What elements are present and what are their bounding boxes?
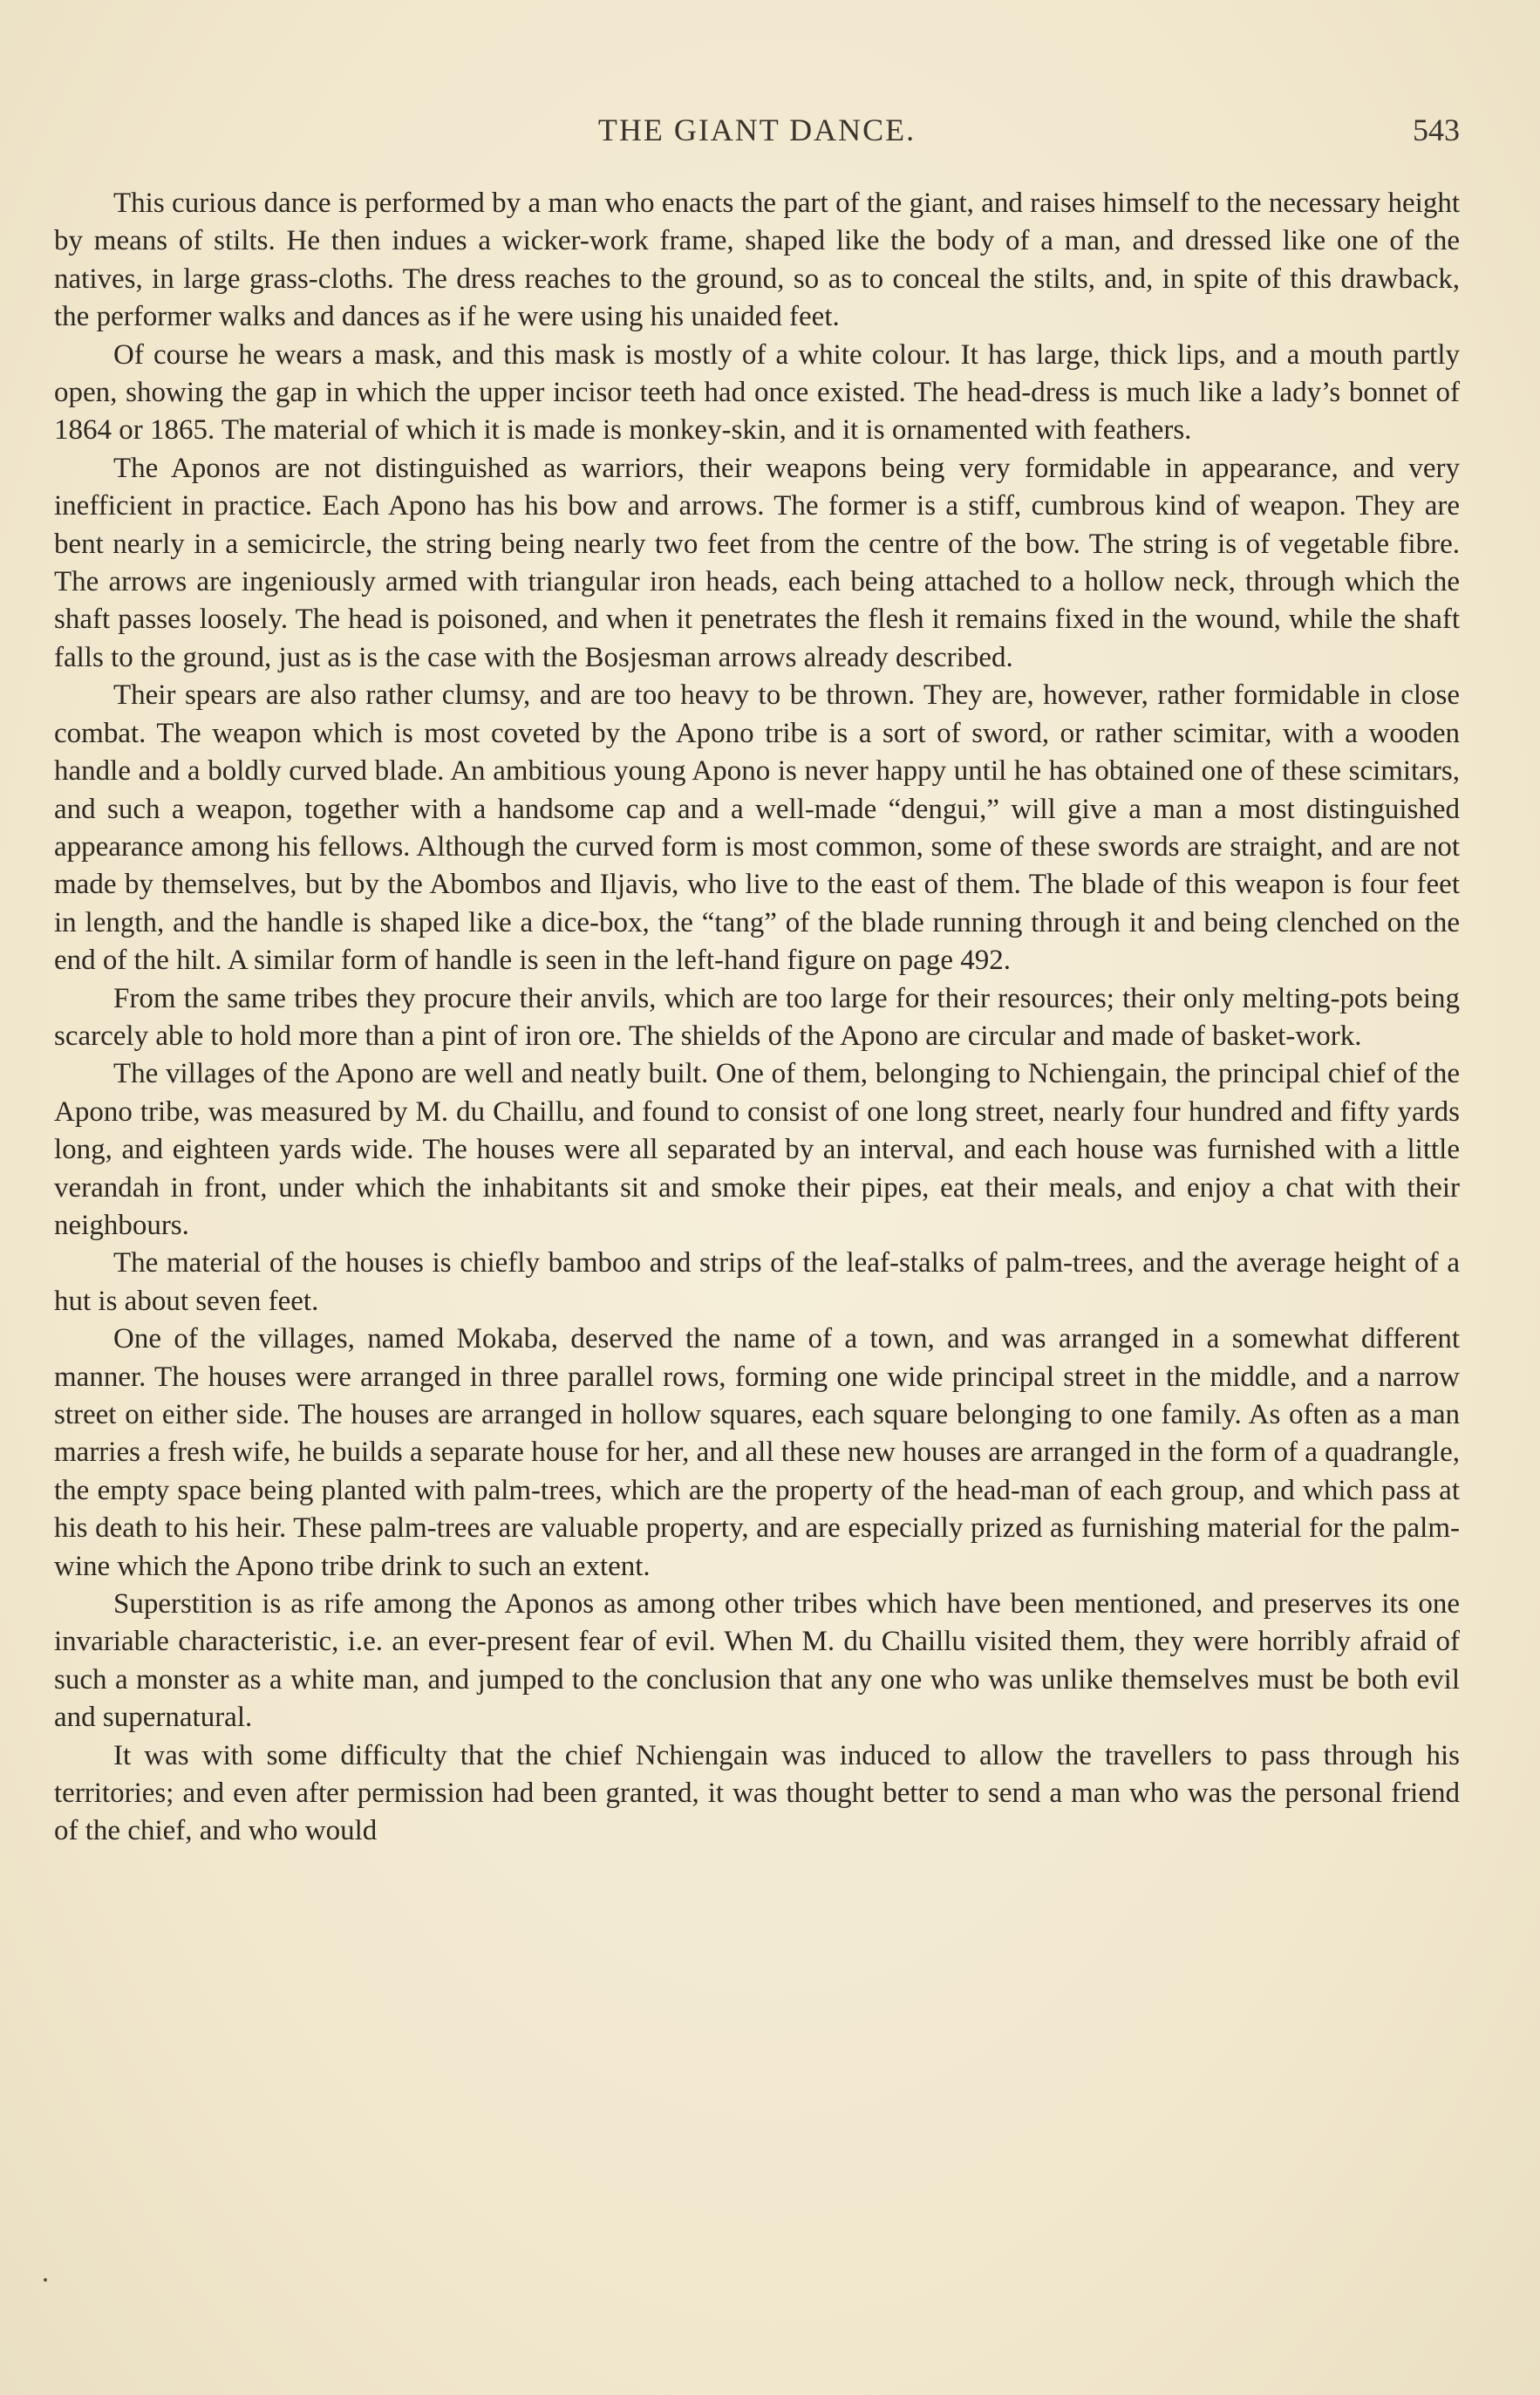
paragraph: The Aponos are not distinguished as warriors, their weapons being very formidable in appearance, and very inefficient in practice. Each Apono has his bow and arrows. The former is a stiff, cumbrous kind of weapon. They are bent nearly in a semicircle, the string being nearly two feet from the centre of the bow. The string is of vegetable fibre. The arrows are ingeniously armed with triangular iron heads, each being attached to a hollow neck, through which the shaft passes loosely. The head is poisoned, and when it penetrates the flesh it remains fixed in the wound, while the shaft falls to the ground, just as is the case with the Bosjesman arrows already described. [54,452,1460,673]
paragraph: This curious dance is performed by a man who enacts the part of the giant, and raises himself to the necessary height by means of stilts. He then indues a wicker-work frame, shaped like the body of a man, and dressed like one of the natives, in large grass-cloths. The dress reaches to the ground, so as to conceal the stilts, and, in spite of this drawback, the performer walks and dances as if he were using his unaided feet. [54,188,1460,333]
running-head: THE GIANT DANCE. [597,113,917,147]
paragraph: From the same tribes they procure their anvils, which are too large for their resources; their only melting-pots being scarcely able to hold more than a pint of iron ore. The shields of the Apono are circular and made of basket-work. [54,982,1460,1052]
paragraph: Superstition is as rife among the Aponos as among other tribes which have been mentioned, and preserves its one invariable characteristic, i.e. an ever-present fear of evil. When M. du Chaillu visited them, they were horribly afraid of such a monster as a white man, and jumped to the conclusion that any one who was unlike themselves must be both evil and supernatural. [54,1588,1460,1734]
page-header [54,112,1460,155]
paragraph: The material of the houses is chiefly bamboo and strips of the leaf-stalks of palm-trees, and the average height of a hut is about seven feet. [54,1247,1460,1317]
paragraph: One of the villages, named Mokaba, deserved the name of a town, and was arranged in a somewhat different manner. The houses were arranged in three parallel rows, forming one wide principal street in the middle, and a narrow street on either side. The houses are arranged in hollow squares, each square belonging to one family. As often as a man marries a fresh wife, he builds a separate house for her, and all these new houses are arranged in the form of a quadrangle, the empty space being planted with palm-trees, which are the property of the head-man of each group, and which pass at his death to his heir. These palm-trees are valuable property, and are especially prized as furnishing material for the palm-wine which the Apono tribe drink to such an extent. [54,1323,1460,1582]
body-text [54,185,1460,1851]
paragraph: The villages of the Apono are well and neatly built. One of them, belonging to Nchiengain, the principal chief of the Apono tribe, was measured by M. du Chaillu, and found to consist of one long street, nearly four hundred and fifty yards long, and eighteen yards wide. The houses were all separated by an interval, and each house was furnished with a little verandah in front, under which the inhabitants sit and smoke their pipes, eat their meals, and enjoy a chat with their neighbours. [54,1058,1460,1241]
ink-speck [44,2278,47,2282]
page-number: 543 [1413,113,1460,147]
paragraph: It was with some difficulty that the chief Nchiengain was induced to allow the travellers to pass through his territories; and even after permission had been granted, it was thought better to send a man who was the personal friend of the chief, and who would [54,1739,1460,1847]
paragraph: Their spears are also rather clumsy, and are too heavy to be thrown. They are, however, rather formidable in close combat. The weapon which is most coveted by the Apono tribe is a sort of sword, or rather scimitar, with a wooden handle and a boldly curved blade. An ambitious young Apono is never happy until he has obtained one of these scimitars, and such a weapon, together with a handsome cap and a well-made “dengui,” will give a man a most distinguished appearance among his fellows. Although the curved form is most common, some of these swords are straight, and are not made by themselves, but by the Abombos and Iljavis, who live to the east of them. The blade of this weapon is four feet in length, and the handle is shaped like a dice-box, the “tang” of the blade running through it and being clenched on the end of the hilt. A similar form of handle is seen in the left-hand figure on page 492. [54,679,1460,977]
paragraph: Of course he wears a mask, and this mask is mostly of a white colour. It has large, thick lips, and a mouth partly open, showing the gap in which the upper incisor teeth had once existed. The head-dress is much like a lady’s bonnet of 1864 or 1865. The material of which it is made is monkey-skin, and it is ornamented with feathers. [54,338,1460,447]
